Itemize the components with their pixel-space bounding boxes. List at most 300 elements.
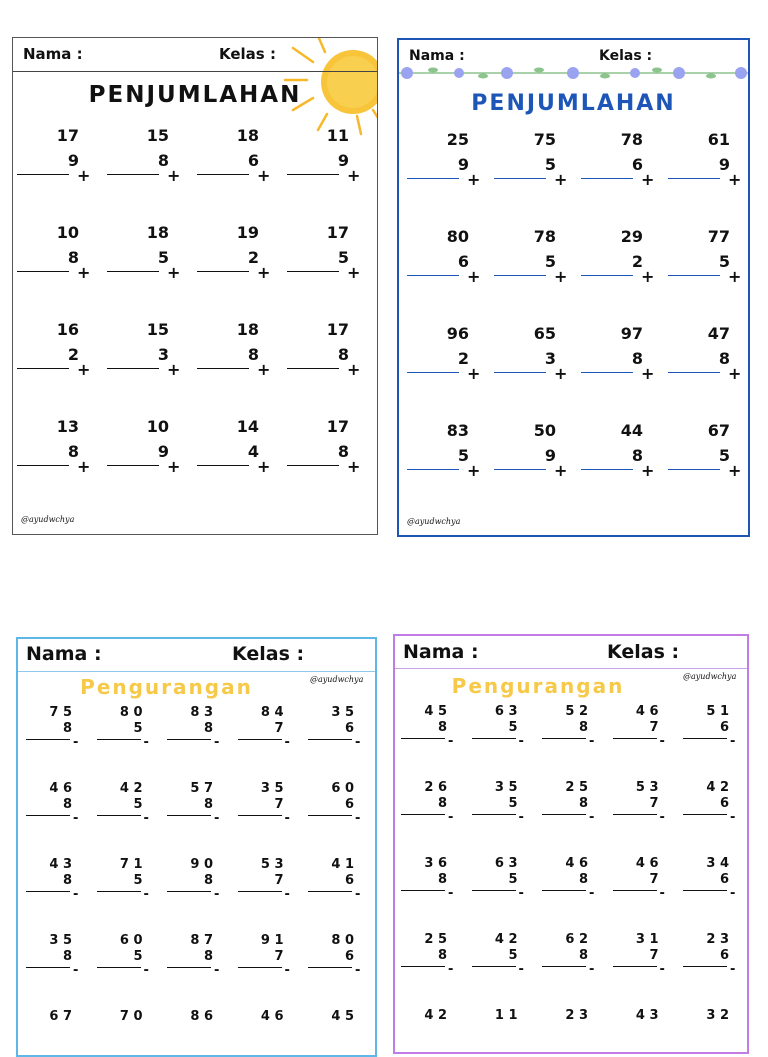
name-label: Nama : (26, 643, 102, 665)
problem-item (417, 130, 481, 227)
answer-line (542, 814, 586, 815)
operator-sign: + (347, 166, 361, 185)
first-number: 7 1 (119, 857, 143, 872)
first-number: 3 2 (706, 1008, 729, 1023)
answer-line (97, 891, 141, 892)
problem-item (504, 421, 568, 518)
answer-line (238, 967, 282, 968)
answer-line (472, 814, 516, 815)
first-number: 18 (236, 126, 259, 145)
first-number: 6 0 (331, 781, 354, 796)
first-number: 8 7 (190, 933, 213, 948)
second-number: 8 (578, 872, 588, 887)
problem-item (685, 856, 736, 932)
first-number: 2 3 (706, 932, 729, 947)
first-number: 10 (146, 417, 169, 436)
operator-sign: - (448, 886, 454, 901)
first-number: 19 (236, 223, 259, 242)
second-number: 5 (133, 873, 143, 888)
operator-sign: + (257, 166, 271, 185)
problem-item (117, 320, 181, 417)
operator-sign: + (728, 461, 742, 480)
operator-sign: - (448, 734, 454, 749)
second-number: 8 (578, 796, 588, 811)
problem-item (544, 780, 595, 856)
first-number: 8 4 (260, 705, 284, 720)
problem-item (504, 130, 568, 227)
operator-sign: - (284, 735, 290, 750)
second-number: 5 (157, 248, 169, 267)
operator-sign: - (73, 735, 79, 750)
answer-line (107, 174, 159, 175)
problem-item (310, 857, 361, 933)
first-number: 6 7 (49, 1009, 72, 1024)
problem-item (28, 857, 79, 933)
first-number: 9 1 (260, 933, 284, 948)
operator-sign: - (214, 735, 220, 750)
answer-line (683, 738, 727, 739)
first-number: 25 (446, 130, 469, 149)
operator-sign: - (589, 734, 595, 749)
answer-line (308, 739, 352, 740)
first-number: 17 (326, 223, 349, 242)
second-number: 5 (133, 721, 143, 736)
operator-sign: - (284, 811, 290, 826)
operator-sign: - (214, 887, 220, 902)
answer-line (167, 891, 211, 892)
problem-grid (403, 704, 749, 1054)
first-number: 3 5 (260, 781, 284, 796)
first-number: 17 (326, 417, 349, 436)
operator-sign: - (730, 734, 736, 749)
first-number: 8 3 (190, 705, 213, 720)
second-number: 7 (274, 949, 284, 964)
second-number: 8 (337, 345, 349, 364)
operator-sign: - (518, 810, 524, 825)
operator-sign: - (659, 962, 665, 977)
second-number: 3 (157, 345, 169, 364)
first-number: 17 (326, 320, 349, 339)
answer-line (401, 966, 445, 967)
second-number: 2 (631, 252, 643, 271)
problem-item (678, 130, 742, 227)
answer-line (581, 372, 633, 373)
first-number: 2 3 (565, 1008, 588, 1023)
credit-handle: @ayudwchya (21, 515, 75, 524)
problem-item (117, 417, 181, 514)
first-number: 8 0 (331, 933, 354, 948)
problem-item (310, 1009, 354, 1057)
second-number: 7 (274, 873, 284, 888)
operator-sign: - (448, 962, 454, 977)
problem-item (169, 1009, 213, 1057)
answer-line (17, 174, 69, 175)
worksheet-title: Pengurangan (451, 674, 625, 698)
first-number: 4 3 (635, 1008, 659, 1023)
first-number: 7 0 (119, 1009, 143, 1024)
first-number: 11 (326, 126, 349, 145)
problem-item (678, 227, 742, 324)
answer-line (26, 739, 70, 740)
problem-item (117, 126, 181, 223)
second-number: 8 (62, 873, 72, 888)
first-number: 61 (707, 130, 730, 149)
answer-line (683, 814, 727, 815)
first-number: 96 (446, 324, 469, 343)
problem-item (685, 1008, 729, 1054)
answer-line (287, 465, 339, 466)
second-number: 5 (718, 446, 730, 465)
answer-line (542, 890, 586, 891)
answer-line (287, 271, 339, 272)
second-number: 9 (337, 151, 349, 170)
name-label: Nama : (409, 48, 465, 64)
worksheet-addition-1 (12, 37, 378, 535)
second-number: 9 (67, 151, 79, 170)
operator-sign: + (467, 364, 481, 383)
problem-grid (417, 130, 750, 518)
operator-sign: - (730, 962, 736, 977)
first-number: 10 (56, 223, 79, 242)
second-number: 5 (133, 949, 143, 964)
operator-sign: - (73, 963, 79, 978)
answer-line (287, 368, 339, 369)
second-number: 8 (67, 248, 79, 267)
first-number: 3 5 (494, 780, 518, 795)
problem-item (169, 933, 220, 1009)
answer-line (668, 178, 720, 179)
second-number: 7 (649, 948, 659, 963)
operator-sign: + (77, 360, 91, 379)
answer-line (668, 275, 720, 276)
first-number: 6 0 (119, 933, 143, 948)
name-label: Nama : (403, 641, 479, 663)
problem-item (403, 1008, 447, 1054)
problem-item (27, 223, 91, 320)
answer-line (401, 738, 445, 739)
problem-item (99, 1009, 143, 1057)
first-number: 80 (446, 227, 469, 246)
problem-grid (27, 126, 378, 514)
worksheet-subtraction-2 (393, 634, 749, 1054)
problem-item (403, 856, 454, 932)
answer-line (401, 814, 445, 815)
operator-sign: - (518, 734, 524, 749)
header-divider (13, 71, 377, 72)
second-number: 8 (203, 873, 213, 888)
problem-item (504, 324, 568, 421)
problem-item (474, 932, 524, 1008)
operator-sign: + (641, 267, 655, 286)
first-number: 3 1 (635, 932, 659, 947)
second-number: 8 (437, 872, 447, 887)
first-number: 78 (620, 130, 643, 149)
first-number: 5 3 (260, 857, 284, 872)
second-number: 8 (578, 948, 588, 963)
first-number: 29 (620, 227, 643, 246)
first-number: 5 3 (635, 780, 659, 795)
operator-sign: + (728, 364, 742, 383)
answer-line (238, 739, 282, 740)
second-number: 8 (62, 721, 72, 736)
second-number: 5 (544, 252, 556, 271)
answer-line (197, 174, 249, 175)
second-number: 8 (247, 345, 259, 364)
problem-item (310, 933, 361, 1009)
second-number: 6 (344, 721, 354, 736)
first-number: 4 6 (635, 856, 659, 871)
operator-sign: + (728, 267, 742, 286)
problem-item (240, 857, 290, 933)
second-number: 8 (437, 796, 447, 811)
first-number: 44 (620, 421, 643, 440)
second-number: 8 (437, 720, 447, 735)
answer-line (683, 890, 727, 891)
problem-item (240, 705, 290, 781)
problem-item (685, 780, 736, 856)
answer-line (238, 891, 282, 892)
problem-item (417, 421, 481, 518)
second-number: 5 (718, 252, 730, 271)
second-number: 8 (203, 797, 213, 812)
answer-line (613, 738, 657, 739)
operator-sign: + (257, 457, 271, 476)
second-number: 3 (544, 349, 556, 368)
answer-line (668, 372, 720, 373)
first-number: 83 (446, 421, 469, 440)
operator-sign: + (641, 461, 655, 480)
header-divider (18, 671, 375, 672)
problem-item (27, 320, 91, 417)
answer-line (26, 891, 70, 892)
answer-line (472, 738, 516, 739)
first-number: 7 5 (49, 705, 72, 720)
answer-line (107, 271, 159, 272)
credit-handle: @ayudwchya (310, 675, 364, 684)
second-number: 6 (457, 252, 469, 271)
answer-line (494, 469, 546, 470)
second-number: 8 (157, 151, 169, 170)
first-number: 3 5 (331, 705, 354, 720)
first-number: 4 2 (706, 780, 729, 795)
first-number: 78 (533, 227, 556, 246)
class-label: Kelas : (599, 48, 653, 64)
second-number: 7 (649, 720, 659, 735)
first-number: 18 (146, 223, 169, 242)
operator-sign: + (167, 457, 181, 476)
operator-sign: + (728, 170, 742, 189)
first-number: 2 5 (424, 932, 447, 947)
answer-line (97, 815, 141, 816)
problem-item (591, 421, 655, 518)
problem-item (169, 857, 220, 933)
operator-sign: - (284, 963, 290, 978)
operator-sign: + (257, 360, 271, 379)
problem-item (28, 705, 79, 781)
worksheet-title: PENJUMLAHAN (88, 82, 302, 108)
answer-line (613, 814, 657, 815)
operator-sign: + (467, 267, 481, 286)
worksheet-title: Pengurangan (80, 675, 253, 699)
first-number: 13 (56, 417, 79, 436)
first-number: 1 1 (494, 1008, 518, 1023)
answer-line (581, 178, 633, 179)
answer-line (17, 465, 69, 466)
second-number: 9 (457, 155, 469, 174)
problem-item (403, 932, 454, 1008)
first-number: 4 2 (424, 1008, 447, 1023)
problem-item (240, 933, 290, 1009)
operator-sign: - (448, 810, 454, 825)
operator-sign: + (554, 170, 568, 189)
operator-sign: - (659, 734, 665, 749)
first-number: 6 2 (565, 932, 588, 947)
operator-sign: - (589, 886, 595, 901)
problem-item (417, 324, 481, 421)
second-number: 8 (203, 721, 213, 736)
problem-item (28, 781, 79, 857)
operator-sign: - (659, 886, 665, 901)
second-number: 8 (62, 797, 72, 812)
first-number: 8 6 (190, 1009, 213, 1024)
worksheet-title: PENJUMLAHAN (471, 91, 676, 116)
first-number: 4 3 (49, 857, 72, 872)
operator-sign: + (167, 263, 181, 282)
first-number: 3 5 (49, 933, 72, 948)
operator-sign: - (143, 963, 149, 978)
operator-sign: - (730, 886, 736, 901)
problem-item (678, 324, 742, 421)
problem-item (615, 1008, 659, 1054)
problem-item (591, 324, 655, 421)
operator-sign: - (143, 887, 149, 902)
problem-item (207, 417, 271, 514)
first-number: 97 (620, 324, 643, 343)
second-number: 5 (508, 720, 518, 735)
problem-item (297, 223, 361, 320)
problem-item (403, 704, 454, 780)
answer-line (581, 469, 633, 470)
problem-item (544, 932, 595, 1008)
answer-line (167, 967, 211, 968)
first-number: 8 0 (119, 705, 143, 720)
operator-sign: - (73, 811, 79, 826)
answer-line (407, 178, 459, 179)
first-number: 77 (707, 227, 730, 246)
problem-item (685, 932, 736, 1008)
first-number: 2 5 (565, 780, 588, 795)
second-number: 2 (67, 345, 79, 364)
second-number: 8 (718, 349, 730, 368)
answer-line (407, 469, 459, 470)
first-number: 4 6 (565, 856, 588, 871)
second-number: 6 (344, 797, 354, 812)
answer-line (107, 368, 159, 369)
problem-item (28, 933, 79, 1009)
answer-line (683, 966, 727, 967)
first-number: 4 6 (260, 1009, 284, 1024)
operator-sign: - (355, 963, 361, 978)
second-number: 6 (719, 720, 729, 735)
first-number: 5 2 (565, 704, 588, 719)
problem-item (28, 1009, 72, 1057)
problem-item (207, 223, 271, 320)
problem-item (169, 781, 220, 857)
operator-sign: + (347, 360, 361, 379)
answer-line (197, 368, 249, 369)
second-number: 8 (62, 949, 72, 964)
operator-sign: - (355, 811, 361, 826)
problem-item (297, 417, 361, 514)
operator-sign: - (355, 887, 361, 902)
first-number: 6 3 (494, 704, 518, 719)
operator-sign: + (347, 263, 361, 282)
answer-line (167, 815, 211, 816)
class-label: Kelas : (232, 643, 305, 665)
operator-sign: + (77, 166, 91, 185)
first-number: 15 (146, 126, 169, 145)
second-number: 8 (578, 720, 588, 735)
operator-sign: + (467, 461, 481, 480)
answer-line (238, 815, 282, 816)
problem-item (615, 932, 665, 1008)
answer-line (17, 368, 69, 369)
second-number: 7 (274, 797, 284, 812)
second-number: 8 (203, 949, 213, 964)
problem-item (615, 780, 665, 856)
second-number: 6 (344, 949, 354, 964)
second-number: 6 (344, 873, 354, 888)
operator-sign: + (347, 457, 361, 476)
problem-item (544, 704, 595, 780)
problem-item (297, 126, 361, 223)
operator-sign: - (143, 735, 149, 750)
operator-sign: - (518, 886, 524, 901)
problem-item (27, 417, 91, 514)
second-number: 5 (508, 872, 518, 887)
operator-sign: + (554, 267, 568, 286)
second-number: 8 (437, 948, 447, 963)
second-number: 2 (247, 248, 259, 267)
second-number: 7 (649, 796, 659, 811)
first-number: 47 (707, 324, 730, 343)
answer-line (26, 967, 70, 968)
operator-sign: + (467, 170, 481, 189)
problem-item (310, 705, 361, 781)
first-number: 16 (56, 320, 79, 339)
answer-line (542, 738, 586, 739)
first-number: 18 (236, 320, 259, 339)
credit-handle: @ayudwchya (407, 517, 461, 526)
answer-line (472, 890, 516, 891)
worksheet-subtraction-1 (16, 637, 377, 1057)
problem-item (240, 1009, 284, 1057)
answer-line (401, 890, 445, 891)
second-number: 8 (67, 442, 79, 461)
first-number: 67 (707, 421, 730, 440)
problem-item (297, 320, 361, 417)
answer-line (668, 469, 720, 470)
name-label: Nama : (23, 45, 83, 63)
operator-sign: + (77, 263, 91, 282)
answer-line (197, 465, 249, 466)
problem-item (99, 857, 149, 933)
answer-line (287, 174, 339, 175)
answer-line (17, 271, 69, 272)
problem-item (504, 227, 568, 324)
first-number: 50 (533, 421, 556, 440)
class-label: Kelas : (219, 45, 276, 63)
